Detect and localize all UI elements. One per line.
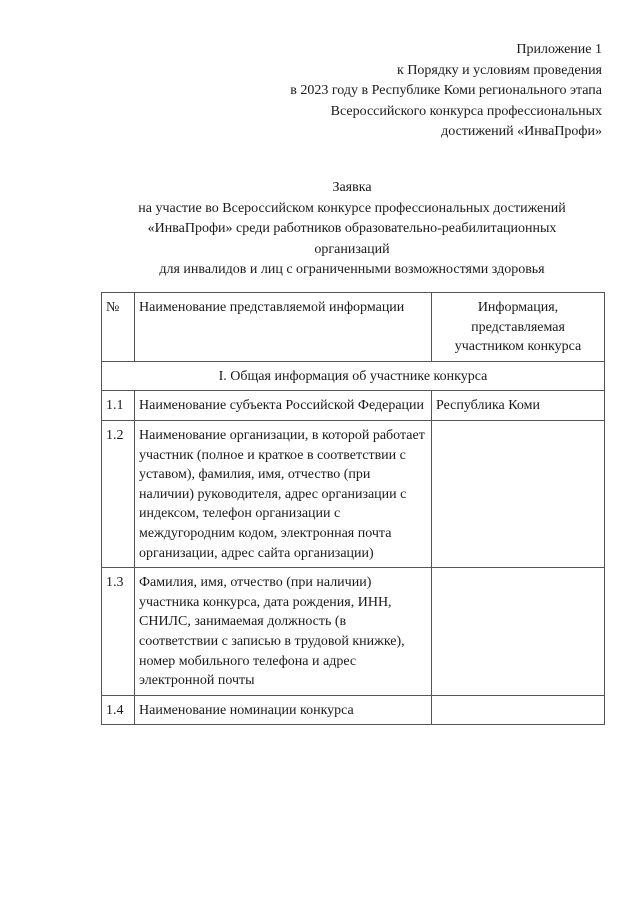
row-num: 1.4 (102, 695, 135, 725)
row-num: 1.2 (102, 420, 135, 567)
appendix-line: Всероссийского конкурса профессиональных (330, 103, 602, 119)
header-num: № (102, 293, 135, 362)
row-num: 1.3 (102, 568, 135, 696)
row-name: Наименование номинации конкурса (135, 695, 432, 725)
table-row (102, 568, 605, 696)
section-title: I. Общая информация об участнике конкурса (102, 361, 605, 391)
row-info (432, 420, 605, 567)
row-name: Наименование субъекта Российской Федерации (135, 391, 432, 421)
document-title-block (100, 178, 604, 281)
application-form-table (101, 292, 605, 725)
title-line: «ИнваПрофи» среди работников образовательно-реабилитационных (147, 221, 557, 236)
appendix-line: в 2023 году в Республике Коми регионального этапа (290, 83, 602, 98)
header-name: Наименование представляемой информации (135, 293, 432, 362)
title-line: организаций (314, 241, 390, 257)
table-header-row (102, 293, 605, 362)
row-info: Республика Коми (432, 391, 605, 421)
title-line: для инвалидов и лиц с ограниченными возможностями здоровья (159, 262, 545, 277)
table-row (102, 420, 605, 567)
appendix-header (290, 40, 602, 143)
document-heading: Заявка (332, 180, 372, 195)
section-row (102, 361, 605, 391)
appendix-line: достижений «ИнваПрофи» (441, 124, 602, 139)
appendix-line: к Порядку и условиям проведения (397, 62, 602, 78)
header-info: Информация, представляемая участником конкурса (432, 293, 605, 362)
appendix-line: Приложение 1 (516, 42, 602, 57)
row-name: Фамилия, имя, отчество (при наличии) участника конкурса, дата рождения, ИНН, СНИЛС, занимаемая должность (в соответствии с записью в трудовой книжке), номер мобильного телефона и адрес электронной почты (135, 568, 432, 696)
row-num: 1.1 (102, 391, 135, 421)
row-info (432, 695, 605, 725)
table-row (102, 391, 605, 421)
row-info (432, 568, 605, 696)
row-name: Наименование организации, в которой работает участник (полное и краткое в соответствии с уставом), фамилия, имя, отчество (при наличии) руководителя, адрес организации с индексом, телефон организации с междугородним кодом, электронная почта организации, адрес сайта организации) (135, 420, 432, 567)
title-line: на участие во Всероссийском конкурсе профессиональных достижений (138, 200, 566, 216)
table-row (102, 695, 605, 725)
